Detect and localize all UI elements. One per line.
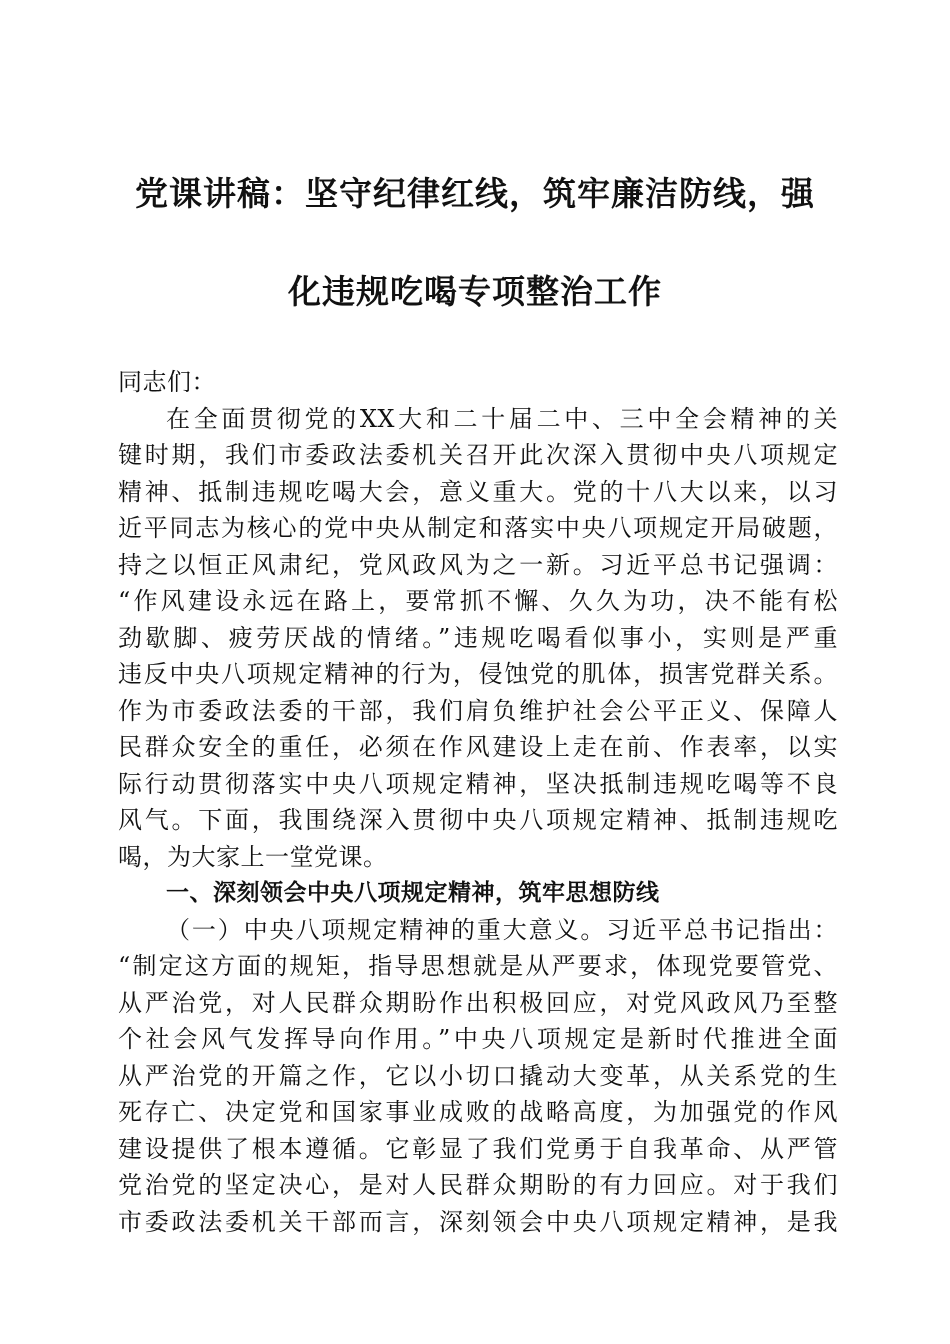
paragraph2-line: 建设提供了根本遵循。它彰显了我们党勇于自我革命、从严管	[118, 1134, 838, 1163]
document-body	[118, 364, 838, 1240]
paragraph1-line: 持之以恒正风肃纪，党风政风为之一新。习近平总书记强调：	[118, 550, 838, 579]
paragraph1-line: 键时期，我们市委政法委机关召开此次深入贯彻中央八项规定	[118, 441, 838, 469]
title-line-2: 化违规吃喝专项整治工作	[288, 272, 662, 311]
paragraph2-line: 死存亡、决定党和国家事业成败的战略高度，为加强党的作风	[118, 1098, 838, 1126]
paragraph1-line: 近平同志为核心的党中央从制定和落实中央八项规定开局破题，	[118, 514, 838, 542]
paragraph1-line: 精神、抵制违规吃喝大会，意义重大。党的十八大以来，以习	[118, 477, 838, 506]
paragraph1-line: 际行动贯彻落实中央八项规定精神，坚决抵制违规吃喝等不良	[118, 769, 838, 798]
paragraph2-line: 从严治党，对人民群众期盼作出积极回应，对党风政风乃至整	[118, 988, 838, 1017]
section1-heading: 一、深刻领会中央八项规定精神，筑牢思想防线	[166, 880, 660, 906]
paragraph1-line: 民群众安全的重任，必须在作风建设上走在前、作表率，以实	[118, 733, 838, 761]
paragraph2-line: 从严治党的开篇之作，它以小切口撬动大变革，从关系党的生	[118, 1061, 838, 1090]
paragraph2-line: （一）中央八项规定精神的重大意义。习近平总书记指出：	[166, 915, 838, 944]
document-title	[110, 168, 840, 318]
paragraph1-line: 在全面贯彻党的XX大和二十届二中、三中全会精神的关	[166, 404, 838, 433]
paragraph1-line: 劲歇脚、疲劳厌战的情绪。”违规吃喝看似事小，实则是严重	[118, 623, 838, 652]
paragraph2-line: 党治党的坚定决心，是对人民群众期盼的有力回应。对于我们	[118, 1171, 838, 1199]
salutation: 同志们：	[118, 368, 216, 396]
paragraph1-line: 风气。下面，我围绕深入贯彻中央八项规定精神、抵制违规吃	[118, 806, 838, 834]
paragraph1-line: “作风建设永远在路上，要常抓不懈、久久为功，决不能有松	[118, 587, 838, 615]
paragraph1-line: 作为市委政法委的干部，我们肩负维护社会公平正义、保障人	[118, 696, 838, 725]
paragraph2-line: 市委政法委机关干部而言，深刻领会中央八项规定精神，是我	[118, 1207, 838, 1236]
paragraph2-line: “制定这方面的规矩，指导思想就是从严要求，体现党要管党、	[118, 952, 838, 980]
title-line-1: 党课讲稿：坚守纪律红线，筑牢廉洁防线，强	[135, 174, 815, 213]
paragraph1-line: 喝，为大家上一堂党课。	[118, 842, 388, 871]
paragraph1-line: 违反中央八项规定精神的行为，侵蚀党的肌体，损害党群关系。	[118, 660, 838, 688]
paragraph2-line: 个社会风气发挥导向作用。”中央八项规定是新时代推进全面	[118, 1025, 838, 1053]
